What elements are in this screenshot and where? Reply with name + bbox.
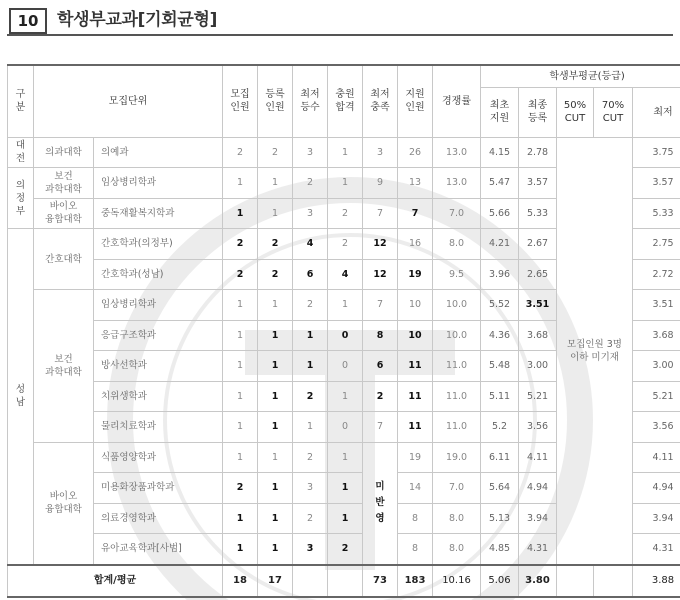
total-first: 5.06 — [481, 565, 519, 597]
lowest-cell: 5.21 — [633, 381, 680, 412]
cut-note-cell — [557, 137, 633, 565]
extra-cell: 2 — [328, 229, 363, 260]
lowest-cell: 5.33 — [633, 198, 680, 229]
college-label: 바이오 융합대학 — [45, 491, 82, 515]
rank-cell: 2 — [293, 290, 328, 321]
registered-cell: 2 — [258, 137, 293, 168]
apply-cell: 19 — [398, 442, 433, 473]
college-cell — [34, 442, 94, 565]
quota-cell: 1 — [223, 290, 258, 321]
quota-cell: 1 — [223, 351, 258, 382]
registered-cell: 1 — [258, 198, 293, 229]
dept-cell: 간호학과(성남) — [94, 259, 223, 290]
final-cell: 4.94 — [519, 473, 557, 504]
apply-cell: 13 — [398, 168, 433, 199]
ratio-cell: 9.5 — [433, 259, 481, 290]
ratio-cell: 11.0 — [433, 381, 481, 412]
header-extra-pass-label: 충원 합격 — [335, 89, 354, 113]
college-cell — [34, 290, 94, 443]
dept-cell: 간호학과(의정부) — [94, 229, 223, 260]
quota-cell: 2 — [223, 229, 258, 260]
quota-cell: 2 — [223, 259, 258, 290]
table-row — [8, 137, 680, 168]
first-cell: 5.66 — [481, 198, 519, 229]
apply-cell: 10 — [398, 320, 433, 351]
final-cell: 2.65 — [519, 259, 557, 290]
rank-cell: 6 — [293, 259, 328, 290]
first-cell: 4.85 — [481, 534, 519, 565]
first-cell: 4.36 — [481, 320, 519, 351]
not-reflected-label: 미 반 영 — [375, 481, 384, 524]
extra-cell: 4 — [328, 259, 363, 290]
apply-cell: 11 — [398, 351, 433, 382]
total-met: 73 — [363, 565, 398, 597]
header-gpa-group: 학생부평균(등급) — [481, 65, 680, 87]
apply-cell: 26 — [398, 137, 433, 168]
campus-cell — [8, 168, 34, 229]
header-ratio: 경쟁률 — [433, 65, 481, 137]
dept-cell: 방사선학과 — [94, 351, 223, 382]
ratio-cell: 11.0 — [433, 412, 481, 443]
dept-cell: 임상병리학과 — [94, 168, 223, 199]
apply-cell: 8 — [398, 534, 433, 565]
final-cell: 4.31 — [519, 534, 557, 565]
registered-cell: 1 — [258, 320, 293, 351]
met-cell: 2 — [363, 381, 398, 412]
final-cell: 3.56 — [519, 412, 557, 443]
header-registered — [258, 65, 293, 137]
lowest-cell: 2.75 — [633, 229, 680, 260]
ratio-cell: 11.0 — [433, 351, 481, 382]
header-applicants-label: 지원 인원 — [405, 89, 424, 113]
quota-cell: 1 — [223, 320, 258, 351]
ratio-cell: 19.0 — [433, 442, 481, 473]
total-label: 합계/평균 — [8, 565, 223, 597]
first-cell: 5.52 — [481, 290, 519, 321]
extra-cell: 1 — [328, 473, 363, 504]
quota-cell: 1 — [223, 168, 258, 199]
first-cell: 5.13 — [481, 503, 519, 534]
header-campus — [8, 65, 34, 137]
ratio-cell: 10.0 — [433, 320, 481, 351]
not-reflected-cell — [363, 442, 398, 565]
rank-cell: 3 — [293, 534, 328, 565]
header-first-label: 최초 지원 — [490, 100, 509, 124]
quota-cell: 1 — [223, 412, 258, 443]
met-cell: 7 — [363, 290, 398, 321]
ratio-cell: 8.0 — [433, 534, 481, 565]
total-apply: 183 — [398, 565, 433, 597]
registered-cell: 1 — [258, 473, 293, 504]
first-cell: 5.64 — [481, 473, 519, 504]
campus-cell — [8, 137, 34, 168]
cut-note: 모집인원 3명 이하 미기재 — [567, 339, 622, 363]
lowest-cell: 4.94 — [633, 473, 680, 504]
registered-cell: 1 — [258, 412, 293, 443]
total-lowest: 3.88 — [633, 565, 680, 597]
rank-cell: 1 — [293, 351, 328, 382]
header-extra-pass — [328, 65, 363, 137]
college-cell — [34, 137, 94, 168]
final-cell: 4.11 — [519, 442, 557, 473]
registered-cell: 1 — [258, 534, 293, 565]
total-ratio: 10.16 — [433, 565, 481, 597]
registered-cell: 1 — [258, 290, 293, 321]
dept-cell: 의예과 — [94, 137, 223, 168]
extra-cell: 0 — [328, 412, 363, 443]
college-label: 간호대학 — [45, 254, 82, 265]
quota-cell: 1 — [223, 442, 258, 473]
admission-results-table — [7, 64, 680, 598]
extra-cell: 0 — [328, 351, 363, 382]
total-cut50 — [557, 565, 594, 597]
quota-cell: 1 — [223, 198, 258, 229]
final-cell: 3.94 — [519, 503, 557, 534]
section-title: 학생부교과[기회균형] — [57, 8, 217, 32]
ratio-cell: 13.0 — [433, 137, 481, 168]
met-cell: 12 — [363, 229, 398, 260]
final-cell: 2.78 — [519, 137, 557, 168]
apply-cell: 11 — [398, 412, 433, 443]
ratio-cell: 10.0 — [433, 290, 481, 321]
header-quota-label: 모집 인원 — [230, 89, 249, 113]
ratio-cell: 7.0 — [433, 473, 481, 504]
ratio-cell: 8.0 — [433, 229, 481, 260]
registered-cell: 1 — [258, 168, 293, 199]
dept-cell: 물리치료학과 — [94, 412, 223, 443]
header-unit: 모집단위 — [34, 65, 223, 137]
college-label: 바이오 융합대학 — [45, 201, 82, 225]
rank-cell: 3 — [293, 198, 328, 229]
apply-cell: 8 — [398, 503, 433, 534]
rank-cell: 2 — [293, 442, 328, 473]
campus-label: 성 남 — [16, 384, 25, 408]
college-label: 보건 과학대학 — [45, 171, 82, 195]
met-cell: 6 — [363, 351, 398, 382]
total-registered: 17 — [258, 565, 293, 597]
first-cell: 4.15 — [481, 137, 519, 168]
lowest-cell: 3.00 — [633, 351, 680, 382]
total-final: 3.80 — [519, 565, 557, 597]
met-cell: 7 — [363, 198, 398, 229]
header-cut50-label: 50% CUT — [564, 100, 586, 124]
dept-cell: 의료경영학과 — [94, 503, 223, 534]
final-cell: 5.21 — [519, 381, 557, 412]
extra-cell: 1 — [328, 168, 363, 199]
extra-cell: 0 — [328, 320, 363, 351]
first-cell: 6.11 — [481, 442, 519, 473]
header-quota — [223, 65, 258, 137]
rank-cell: 1 — [293, 320, 328, 351]
first-cell: 3.96 — [481, 259, 519, 290]
lowest-cell: 3.75 — [633, 137, 680, 168]
rank-cell: 2 — [293, 168, 328, 199]
extra-cell: 2 — [328, 198, 363, 229]
header-campus-label: 구 분 — [16, 89, 26, 113]
header-cut70-label: 70% CUT — [602, 100, 624, 124]
campus-cell — [8, 229, 34, 565]
first-cell: 5.11 — [481, 381, 519, 412]
header-cut50 — [557, 87, 594, 137]
ratio-cell: 7.0 — [433, 198, 481, 229]
apply-cell: 10 — [398, 290, 433, 321]
total-quota: 18 — [223, 565, 258, 597]
lowest-cell: 4.11 — [633, 442, 680, 473]
ratio-cell: 13.0 — [433, 168, 481, 199]
rank-cell: 2 — [293, 503, 328, 534]
lowest-cell: 3.56 — [633, 412, 680, 443]
apply-cell: 7 — [398, 198, 433, 229]
registered-cell: 1 — [258, 442, 293, 473]
registered-cell: 1 — [258, 503, 293, 534]
extra-cell: 2 — [328, 534, 363, 565]
lowest-cell: 3.94 — [633, 503, 680, 534]
rank-cell: 2 — [293, 381, 328, 412]
dept-cell: 유아교육학과[사범] — [94, 534, 223, 565]
registered-cell: 2 — [258, 229, 293, 260]
registered-cell: 1 — [258, 381, 293, 412]
dept-cell: 중독재활복지학과 — [94, 198, 223, 229]
met-cell: 8 — [363, 320, 398, 351]
rank-cell: 4 — [293, 229, 328, 260]
quota-cell: 1 — [223, 503, 258, 534]
header-first — [481, 87, 519, 137]
total-rank — [293, 565, 328, 597]
final-cell: 3.00 — [519, 351, 557, 382]
campus-label: 대 전 — [16, 140, 25, 164]
met-cell: 12 — [363, 259, 398, 290]
header-lowest-rank — [293, 65, 328, 137]
lowest-cell: 2.72 — [633, 259, 680, 290]
quota-cell: 2 — [223, 473, 258, 504]
dept-cell: 치위생학과 — [94, 381, 223, 412]
header-cut70 — [594, 87, 633, 137]
met-cell: 7 — [363, 412, 398, 443]
extra-cell: 1 — [328, 503, 363, 534]
registered-cell: 1 — [258, 351, 293, 382]
header-registered-label: 등록 인원 — [265, 89, 284, 113]
lowest-cell: 4.31 — [633, 534, 680, 565]
met-cell: 3 — [363, 137, 398, 168]
extra-cell: 1 — [328, 137, 363, 168]
final-cell: 3.68 — [519, 320, 557, 351]
quota-cell: 1 — [223, 381, 258, 412]
section-number: 10 — [9, 8, 47, 34]
final-cell: 3.51 — [519, 290, 557, 321]
campus-label: 의 정 부 — [16, 180, 25, 217]
dept-cell: 임상병리학과 — [94, 290, 223, 321]
final-cell: 5.33 — [519, 198, 557, 229]
lowest-cell: 3.57 — [633, 168, 680, 199]
rank-cell: 3 — [293, 137, 328, 168]
lowest-cell: 3.51 — [633, 290, 680, 321]
final-cell: 2.67 — [519, 229, 557, 260]
first-cell: 5.47 — [481, 168, 519, 199]
college-cell — [34, 229, 94, 290]
registered-cell: 2 — [258, 259, 293, 290]
ratio-cell: 8.0 — [433, 503, 481, 534]
total-extra — [328, 565, 363, 597]
dept-cell: 미용화장품과학과 — [94, 473, 223, 504]
college-label: 보건 과학대학 — [45, 354, 82, 378]
apply-cell: 14 — [398, 473, 433, 504]
header-final-label: 최종 등록 — [528, 100, 547, 124]
header-lowest-rank-label: 최저 등수 — [300, 89, 319, 113]
extra-cell: 1 — [328, 442, 363, 473]
first-cell: 5.2 — [481, 412, 519, 443]
rank-cell: 3 — [293, 473, 328, 504]
header-final — [519, 87, 557, 137]
college-label: 의과대학 — [45, 147, 82, 158]
lowest-cell: 3.68 — [633, 320, 680, 351]
final-cell: 3.57 — [519, 168, 557, 199]
quota-cell: 2 — [223, 137, 258, 168]
first-cell: 4.21 — [481, 229, 519, 260]
dept-cell: 식품영양학과 — [94, 442, 223, 473]
met-cell: 9 — [363, 168, 398, 199]
quota-cell: 1 — [223, 534, 258, 565]
dept-cell: 응급구조학과 — [94, 320, 223, 351]
total-cut70 — [594, 565, 633, 597]
college-cell — [34, 168, 94, 199]
apply-cell: 19 — [398, 259, 433, 290]
apply-cell: 16 — [398, 229, 433, 260]
first-cell: 5.48 — [481, 351, 519, 382]
section-header — [7, 8, 673, 36]
header-lowest: 최저 — [633, 87, 680, 137]
header-min-met-label: 최저 충족 — [370, 89, 389, 113]
college-cell — [34, 198, 94, 229]
extra-cell: 1 — [328, 381, 363, 412]
total-row — [8, 565, 680, 597]
apply-cell: 11 — [398, 381, 433, 412]
header-applicants — [398, 65, 433, 137]
extra-cell: 1 — [328, 290, 363, 321]
header-min-met — [363, 65, 398, 137]
rank-cell: 1 — [293, 412, 328, 443]
